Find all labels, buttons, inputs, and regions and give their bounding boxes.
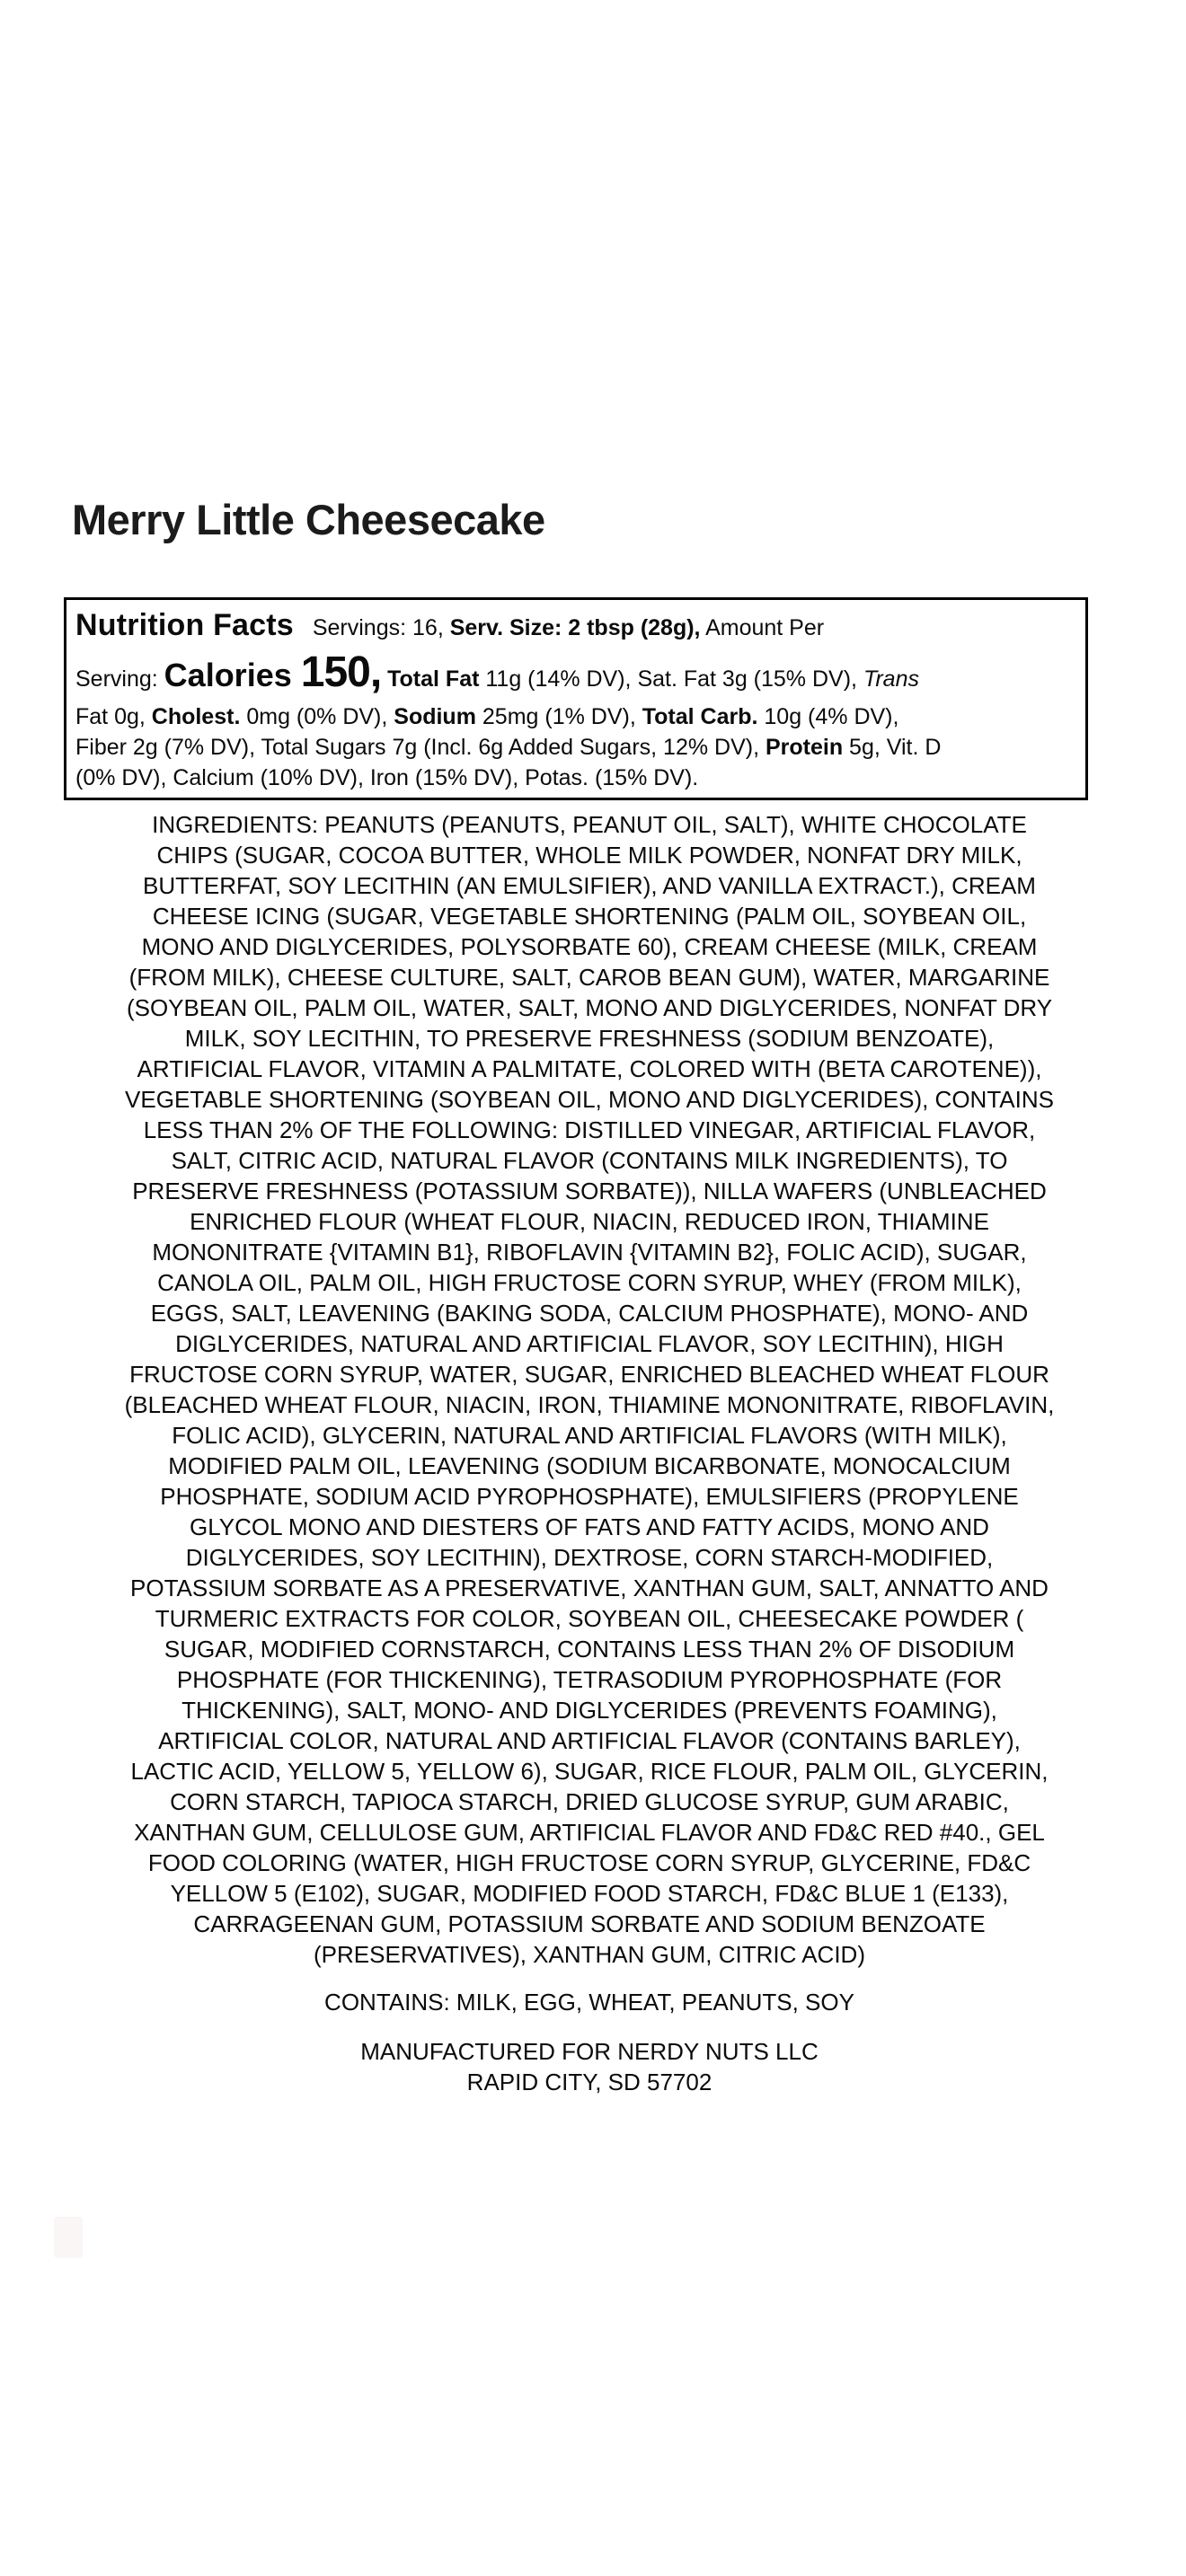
nutrition-line xyxy=(75,764,1076,795)
ingredients-paragraph xyxy=(25,809,1154,1970)
nutrition-text-segment: 150, xyxy=(300,648,382,696)
ingredient-line: CARRAGEENAN GUM, POTASSIUM SORBATE AND SODIUM BENZOATE xyxy=(193,1910,986,1937)
ingredient-line: POTASSIUM SORBATE AS A PRESERVATIVE, XANTHAN GUM, SALT, ANNATTO AND xyxy=(130,1575,1049,1601)
ingredient-line: SALT, CITRIC ACID, NATURAL FLAVOR (CONTAINS MILK INGREDIENTS), TO xyxy=(171,1147,1008,1174)
nutrition-text-segment: Sodium xyxy=(394,704,476,729)
ingredient-line: VEGETABLE SHORTENING (SOYBEAN OIL, MONO AND DIGLYCERIDES), CONTAINS xyxy=(125,1086,1054,1113)
nutrition-text-segment: Total Carb. xyxy=(642,704,758,729)
ingredient-line: THICKENING), SALT, MONO- AND DIGLYCERIDES (PREVENTS FOAMING), xyxy=(181,1697,997,1724)
nutrition-text-segment: 5g, Vit. D xyxy=(843,735,942,760)
ingredient-line: (PRESERVATIVES), XANTHAN GUM, CITRIC ACID) xyxy=(314,1941,865,1968)
nutrition-text-segment: Amount Per xyxy=(700,615,825,640)
nutrition-facts-panel xyxy=(64,597,1088,800)
ingredient-line: SUGAR, MODIFIED CORNSTARCH, CONTAINS LESS THAN 2% OF DISODIUM xyxy=(164,1636,1015,1663)
nutrition-text-segment: Trans xyxy=(863,666,919,692)
nutrition-text-segment: 10g (4% DV), xyxy=(757,704,899,729)
nutrition-text-segment: Protein xyxy=(765,735,844,760)
ingredient-line: (FROM MILK), CHEESE CULTURE, SALT, CAROB BEAN GUM), WATER, MARGARINE xyxy=(128,964,1050,991)
nutrition-text-segment: Servings: 16, xyxy=(305,615,450,640)
nutrition-text-segment: (0% DV), Calcium (10% DV), Iron (15% DV), Potas. (15% DV). xyxy=(75,765,699,790)
nutrition-text-segment: Serv. Size: 2 tbsp (28g), xyxy=(449,615,701,640)
ingredient-line: LACTIC ACID, YELLOW 5, YELLOW 6), SUGAR, RICE FLOUR, PALM OIL, GLYCERIN, xyxy=(130,1758,1049,1785)
ingredient-line: INGREDIENTS: PEANUTS (PEANUTS, PEANUT OIL, SALT), WHITE CHOCOLATE xyxy=(152,811,1027,838)
ingredient-line: CHEESE ICING (SUGAR, VEGETABLE SHORTENING (PALM OIL, SOYBEAN OIL, xyxy=(152,903,1027,930)
ingredient-line: BUTTERFAT, SOY LECITHIN (AN EMULSIFIER), AND VANILLA EXTRACT.), CREAM xyxy=(143,872,1036,899)
ingredient-line: ENRICHED FLOUR (WHEAT FLOUR, NIACIN, REDUCED IRON, THIAMINE xyxy=(190,1208,989,1235)
ingredient-line: MONO AND DIGLYCERIDES, POLYSORBATE 60), CREAM CHEESE (MILK, CREAM xyxy=(141,933,1038,960)
allergen-statement: CONTAINS: MILK, EGG, WHEAT, PEANUTS, SOY xyxy=(324,1989,854,2016)
ingredient-line: FOLIC ACID), GLYCERIN, NATURAL AND ARTIFICIAL FLAVORS (WITH MILK), xyxy=(172,1422,1007,1449)
nutrition-text-segment: Fiber 2g (7% DV), Total Sugars 7g (Incl. 6g Added Sugars, 12% DV), xyxy=(75,735,766,760)
ingredient-line: CORN STARCH, TAPIOCA STARCH, DRIED GLUCOSE SYRUP, GUM ARABIC, xyxy=(170,1788,1009,1815)
nutrition-text-segment: Nutrition Facts xyxy=(75,608,294,642)
ingredient-line: PRESERVE FRESHNESS (POTASSIUM SORBATE)), NILLA WAFERS (UNBLEACHED xyxy=(132,1178,1047,1204)
nutrition-text-segment: Calories xyxy=(164,657,301,693)
ingredient-line: DIGLYCERIDES, SOY LECITHIN), DEXTROSE, CORN STARCH-MODIFIED, xyxy=(185,1544,994,1571)
ingredient-line: PHOSPHATE, SODIUM ACID PYROPHOSPHATE), EMULSIFIERS (PROPYLENE xyxy=(160,1483,1019,1510)
ingredient-line: (BLEACHED WHEAT FLOUR, NIACIN, IRON, THIAMINE MONONITRATE, RIBOFLAVIN, xyxy=(124,1391,1055,1418)
nutrition-line xyxy=(75,734,1076,764)
ingredient-line: LESS THAN 2% OF THE FOLLOWING: DISTILLED VINEGAR, ARTIFICIAL FLAVOR, xyxy=(143,1116,1036,1143)
nutrition-line xyxy=(75,648,1076,703)
ingredient-line: GLYCOL MONO AND DIESTERS OF FATS AND FATTY ACIDS, MONO AND xyxy=(190,1513,989,1540)
manufacturer-city-line: RAPID CITY, SD 57702 xyxy=(466,2069,712,2095)
manufacturer-statement xyxy=(25,2036,1154,2097)
nutrition-line xyxy=(75,604,1076,652)
ingredient-line: DIGLYCERIDES, NATURAL AND ARTIFICIAL FLAVOR, SOY LECITHIN), HIGH xyxy=(175,1330,1004,1357)
ingredient-line: EGGS, SALT, LEAVENING (BAKING SODA, CALCIUM PHOSPHATE), MONO- AND xyxy=(150,1300,1029,1327)
smudge-artifact xyxy=(54,2217,83,2258)
nutrition-text-segment: Serving: xyxy=(75,666,164,692)
ingredient-line: MODIFIED PALM OIL, LEAVENING (SODIUM BICARBONATE, MONOCALCIUM xyxy=(168,1452,1011,1479)
ingredient-line: MONONITRATE {VITAMIN B1}, RIBOFLAVIN {VITAMIN B2}, FOLIC ACID), SUGAR, xyxy=(152,1239,1027,1266)
nutrition-text-segment: 25mg (1% DV), xyxy=(475,704,642,729)
ingredient-line: TURMERIC EXTRACTS FOR COLOR, SOYBEAN OIL, CHEESECAKE POWDER ( xyxy=(155,1605,1024,1632)
nutrition-text-segment: 11g (14% DV), Sat. Fat 3g (15% DV), xyxy=(479,666,863,692)
ingredient-line: MILK, SOY LECITHIN, TO PRESERVE FRESHNESS (SODIUM BENZOATE), xyxy=(184,1025,995,1052)
nutrition-text-segment: Cholest. xyxy=(151,704,241,729)
ingredient-line: ARTIFICIAL FLAVOR, VITAMIN A PALMITATE, COLORED WITH (BETA CAROTENE)), xyxy=(137,1055,1042,1082)
ingredient-line: XANTHAN GUM, CELLULOSE GUM, ARTIFICIAL FLAVOR AND FD&C RED #40., GEL xyxy=(134,1819,1045,1846)
nutrition-facts-lines xyxy=(75,604,1076,795)
ingredient-line: CHIPS (SUGAR, COCOA BUTTER, WHOLE MILK POWDER, NONFAT DRY MILK, xyxy=(156,842,1022,869)
nutrition-text-segment: Fat 0g, xyxy=(75,704,152,729)
ingredient-line: CANOLA OIL, PALM OIL, HIGH FRUCTOSE CORN SYRUP, WHEY (FROM MILK), xyxy=(157,1269,1022,1296)
ingredient-line: PHOSPHATE (FOR THICKENING), TETRASODIUM PYROPHOSPHATE (FOR xyxy=(176,1666,1003,1693)
nutrition-text-segment: Total Fat xyxy=(381,666,480,692)
manufacturer-line: MANUFACTURED FOR NERDY NUTS LLC xyxy=(360,2038,819,2065)
ingredient-line: FOOD COLORING (WATER, HIGH FRUCTOSE CORN SYRUP, GLYCERINE, FD&C xyxy=(147,1849,1031,1876)
product-title: Merry Little Cheesecake xyxy=(72,496,545,543)
nutrition-text-segment: 0mg (0% DV), xyxy=(240,704,394,729)
nutrition-line xyxy=(75,703,1076,734)
ingredient-line: (SOYBEAN OIL, PALM OIL, WATER, SALT, MONO AND DIGLYCERIDES, NONFAT DRY xyxy=(126,994,1053,1021)
ingredient-line: FRUCTOSE CORN SYRUP, WATER, SUGAR, ENRICHED BLEACHED WHEAT FLOUR xyxy=(129,1361,1049,1388)
ingredient-line: YELLOW 5 (E102), SUGAR, MODIFIED FOOD STARCH, FD&C BLUE 1 (E133), xyxy=(170,1880,1009,1907)
ingredient-line: ARTIFICIAL COLOR, NATURAL AND ARTIFICIAL FLAVOR (CONTAINS BARLEY), xyxy=(158,1727,1021,1754)
